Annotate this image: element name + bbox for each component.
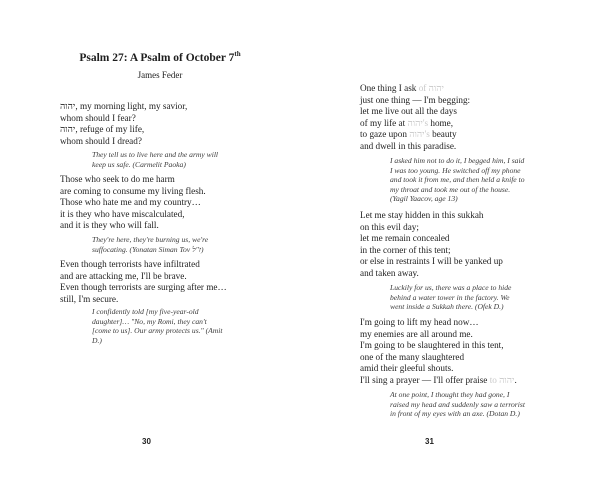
quote-line: behind a water tower in the factory. We bbox=[390, 292, 510, 302]
verse-line: one of the many slaughtered bbox=[360, 351, 465, 362]
page-number: 30 bbox=[142, 437, 151, 446]
verse-line: or else in restraints I will be yanked up bbox=[360, 256, 503, 267]
verse-line: just one thing — I'm begging: bbox=[360, 94, 471, 105]
verse-line: still, I'm secure. bbox=[60, 293, 119, 304]
verse-text: to gaze upon bbox=[360, 129, 410, 140]
verse-line: Even though terrorists are surging after me… bbox=[60, 282, 227, 293]
verse-line: Those who seek to do me harm bbox=[60, 174, 175, 184]
testimony-quote bbox=[390, 156, 525, 204]
stanza bbox=[360, 317, 517, 387]
quote-line: in front of my eyes with an axe. (Dotan D.) bbox=[390, 409, 520, 419]
verse-line: in the corner of this tent; bbox=[360, 244, 451, 255]
right-page bbox=[300, 0, 600, 480]
page-number: 31 bbox=[425, 437, 434, 446]
verse-line: Let me stay hidden in this sukkah bbox=[360, 210, 484, 220]
stanza bbox=[60, 174, 206, 232]
divine-name: יהוה bbox=[60, 124, 76, 135]
verse-line bbox=[60, 101, 187, 113]
verse-text: One thing I ask bbox=[360, 83, 419, 93]
quote-line: (Yagil Yaacov, age 13) bbox=[390, 194, 458, 204]
verse-line: and are attacking me, I'll be brave. bbox=[60, 270, 187, 281]
testimony-quote bbox=[92, 307, 223, 345]
testimony-quote bbox=[92, 235, 208, 254]
verse-text: home, bbox=[428, 117, 454, 128]
verse-line: Those who hate me and my country… bbox=[60, 197, 201, 208]
quote-line: my throat and took me out of the house. bbox=[390, 184, 511, 194]
quote-line: went inside a Sukkah there. (Ofek D.) bbox=[390, 302, 504, 312]
verse-line: whom should I dread? bbox=[60, 135, 142, 146]
verse-text: of my life at bbox=[360, 117, 408, 128]
verse-line: let me remain concealed bbox=[360, 233, 450, 244]
verse-text: beauty bbox=[429, 129, 457, 140]
verse-line bbox=[60, 124, 187, 136]
divine-name: of יהוה bbox=[418, 83, 444, 93]
verse-line bbox=[360, 118, 470, 130]
stanza bbox=[360, 210, 503, 280]
quote-line: raised my head and suddenly saw a terrorist bbox=[390, 399, 525, 409]
quote-line: They tell us to live here and the army will bbox=[92, 150, 219, 159]
verse-line: it is they who have miscalculated, bbox=[60, 208, 185, 219]
divine-name: to יהוה bbox=[489, 374, 515, 385]
quote-line: D.) bbox=[92, 335, 102, 345]
testimony-quote bbox=[92, 150, 218, 169]
verse-line: I'm going to be slaughtered in this tent, bbox=[360, 340, 504, 351]
quote-line: daughter]… "No, my Romi, they can't bbox=[92, 316, 207, 326]
quote-line: I confidently told [my five-year-old bbox=[92, 307, 199, 316]
verse-line: Even though terrorists have infiltrated bbox=[60, 259, 200, 269]
quote-line: They're here, they're burning us, we're bbox=[92, 235, 209, 244]
verse-line bbox=[360, 83, 470, 95]
title-superscript: th bbox=[234, 50, 241, 58]
divine-name: יהוה's bbox=[409, 129, 430, 140]
stanza bbox=[60, 259, 227, 305]
verse-line: and taken away. bbox=[360, 267, 419, 278]
verse-line: amid their gleeful shouts. bbox=[360, 363, 454, 374]
poem-title bbox=[60, 50, 260, 64]
verse-line bbox=[360, 375, 517, 387]
author-name: James Feder bbox=[137, 70, 183, 80]
verse-line: my enemies are all around me. bbox=[360, 328, 473, 339]
quote-line: Luckily for us, there was a place to hide bbox=[390, 283, 512, 292]
verse-line: and dwell in this paradise. bbox=[360, 140, 457, 151]
stanza bbox=[360, 83, 470, 153]
verse-line: whom should I fear? bbox=[60, 112, 136, 123]
verse-line: I'm going to lift my head now… bbox=[360, 317, 479, 327]
divine-name: יהוה bbox=[60, 101, 76, 111]
verse-text: . bbox=[514, 374, 517, 385]
verse-line bbox=[360, 129, 470, 141]
testimony-quote bbox=[390, 390, 525, 419]
stanza bbox=[60, 101, 187, 147]
title-text: Psalm 27: A Psalm of October 7 bbox=[79, 51, 235, 64]
quote-line: [come to us]. Our army protects us." (Amit bbox=[92, 326, 223, 336]
verse-text: I'll sing a prayer — I'll offer praise bbox=[360, 374, 490, 385]
divine-name: יהוה's bbox=[407, 117, 429, 128]
verse-line: on this evil day; bbox=[360, 221, 419, 232]
verse-line: are coming to consume my living flesh. bbox=[60, 185, 206, 196]
quote-line: and took it from me, and then held a knife to bbox=[390, 175, 525, 185]
quote-line: suffocating. (Yonatan Siman Tov ז"ל) bbox=[92, 244, 204, 254]
verse-text: , my morning light, my savior, bbox=[75, 101, 188, 111]
verse-line: and it is they who will fall. bbox=[60, 220, 159, 231]
verse-text: , refuge of my life, bbox=[75, 124, 145, 135]
quote-line: keep us safe. (Carmelit Paoka) bbox=[92, 159, 186, 169]
quote-line: At one point, I thought they had gone, I bbox=[390, 390, 510, 399]
verse-line: let me live out all the days bbox=[360, 106, 457, 117]
quote-line: I asked him not to do it, I begged him, I said bbox=[390, 156, 525, 165]
testimony-quote bbox=[390, 283, 511, 312]
quote-line: I was too young. He switched off my phone bbox=[390, 165, 521, 175]
